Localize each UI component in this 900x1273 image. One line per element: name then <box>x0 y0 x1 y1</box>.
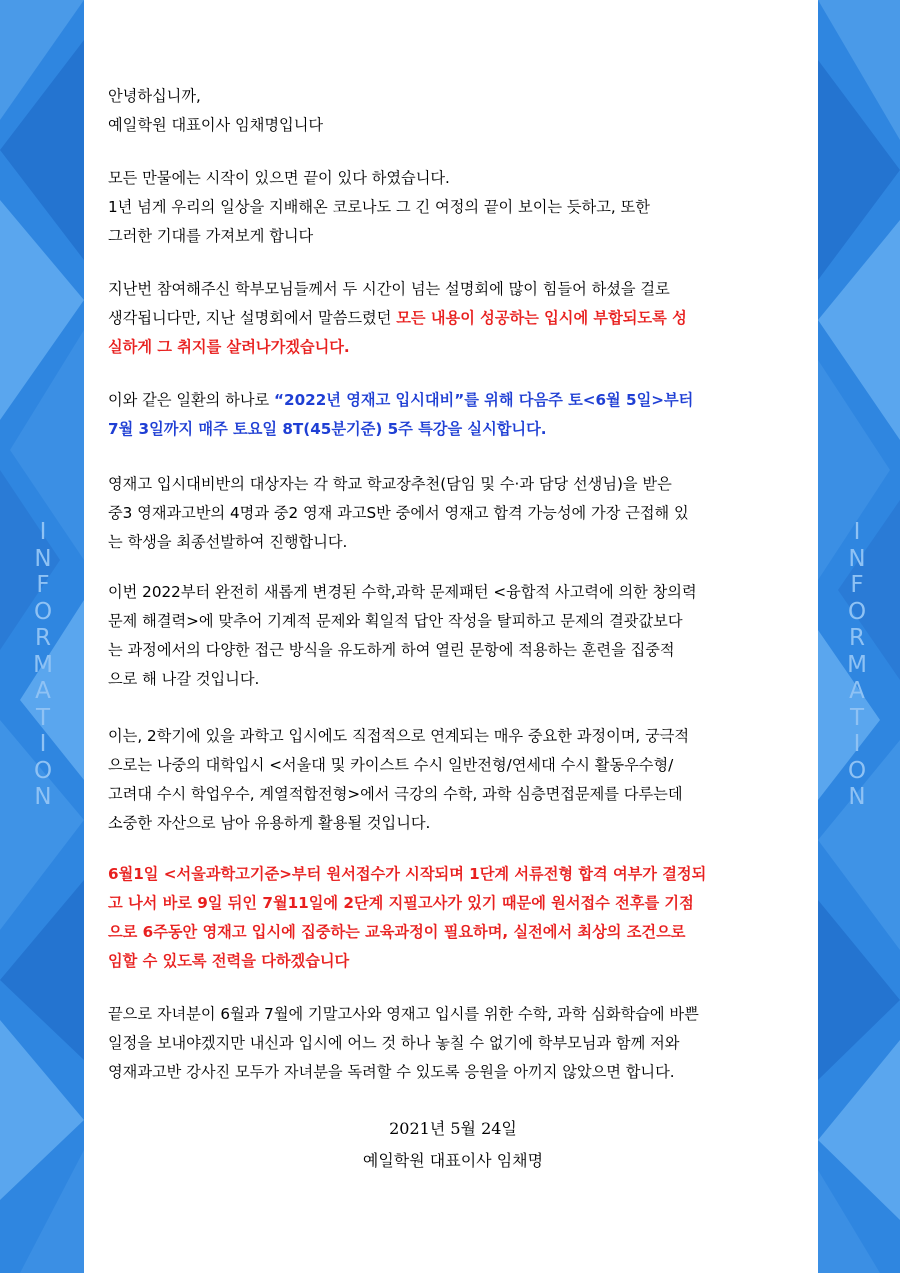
side-label-right: I N F O R M A T I O N <box>847 519 867 810</box>
paragraph-schedule-red: 6월1일 <서울과학고기준>부터 원서접수가 시작되며 1단계 서류전형 합격 여부가 결정되 고 나서 바로 9일 뒤인 7월11일에 2단계 지필고사가 있기 때문에 원서접수 전후를 기점 으로 6주동안 영재고 입시에 집중하는 교육과정이 필요하며, 실전에서 최상의 조건으로 임할 수 있도록 전력을 다하겠습니다 <box>108 865 707 970</box>
signature-name: 예일학원 대표이사 임채명 <box>362 1151 544 1170</box>
greeting: 안녕하십니까, 예일학원 대표이사 임채명입니다 <box>108 87 324 134</box>
emphasis-blue: “2022년 영재고 입시대비”를 위해 다음주 토<6월 5일>부터 <box>274 391 694 409</box>
emphasis-blue: 7월 3일까지 매주 토요일 8T(45분기준) 5주 특강을 실시합니다. <box>108 420 547 438</box>
side-label-left: I N F O R M A T I O N <box>33 519 53 810</box>
emphasis-red: 실하게 그 취지를 살려나가겠습니다. <box>108 338 350 356</box>
emphasis-red: 모든 내용이 성공하는 입시에 부합되도록 성 <box>396 309 687 327</box>
paragraph-closing: 끝으로 자녀분이 6월과 7월에 기말고사와 영재고 입시를 위한 수학, 과학 심화학습에 바쁜 일정을 보내야겠지만 내신과 입시에 어느 것 하나 놓칠 수 없기에 학부모님과 함께 저와 영재과고반 강사진 모두가 자녀분을 독려할 수 있도록 응원을 아끼지 않았으면 합니다. <box>108 1005 699 1081</box>
paragraph-target-students: 영재고 입시대비반의 대상자는 각 학교 학교장추천(담임 및 수·과 담당 선생님)을 받은 중3 영재과고반의 4명과 중2 영재 과고S반 중에서 영재고 합격 가능성에 가장 근접해 있 는 학생을 최종선발하여 진행합니다. <box>108 475 689 551</box>
paragraph-special-course: 이와 같은 일환의 하나로 “2022년 영재고 입시대비”를 위해 다음주 토<6월 5일>부터 7월 3일까지 매주 토요일 8T(45분기준) 5주 특강을 실시합니다. <box>108 386 798 444</box>
left-decorative-band <box>0 0 84 1273</box>
signature-date: 2021년 5월 24일 <box>389 1119 517 1138</box>
paragraph-intro: 모든 만물에는 시작이 있으면 끝이 있다 하였습니다. 1년 넘게 우리의 일상을 지배해온 코로나도 그 긴 여정의 끝이 보이는 듯하고, 또한 그러한 기대를 가져보게 합니다 <box>108 169 650 245</box>
paragraph-briefing: 지난번 참여해주신 학부모님들께서 두 시간이 넘는 설명회에 많이 힘들어 하셨을 걸로 생각됩니다만, 지난 설명회에서 말씀드렸던 모든 내용이 성공하는 입시에 부합되도록 성 실하게 그 취지를 살려나가겠습니다. <box>108 275 798 362</box>
paragraph-curriculum: 이번 2022부터 완전히 새롭게 변경된 수학,과학 문제패턴 <융합적 사고력에 의한 창의력 문제 해결력>에 맞추어 기계적 문제와 획일적 답안 작성을 탈피하고 문제의 결괏값보다 는 과정에서의 다양한 접근 방식을 유도하게 하여 열린 문항에 적용하는 훈련을 집중적 으로 해 나갈 것입니다. <box>108 583 697 688</box>
right-decorative-band <box>818 0 900 1273</box>
paragraph-importance: 이는, 2학기에 있을 과학고 입시에도 직접적으로 연계되는 매우 중요한 과정이며, 궁극적 으로는 나중의 대학입시 <서울대 및 카이스트 수시 일반전형/연세대 수시 활동우수형/ 고려대 수시 학업우수, 계열적합전형>에서 극강의 수학, 과학 심층면접문제를 다루는데 소중한 자산으로 남아 유용하게 활용될 것입니다. <box>108 727 690 832</box>
